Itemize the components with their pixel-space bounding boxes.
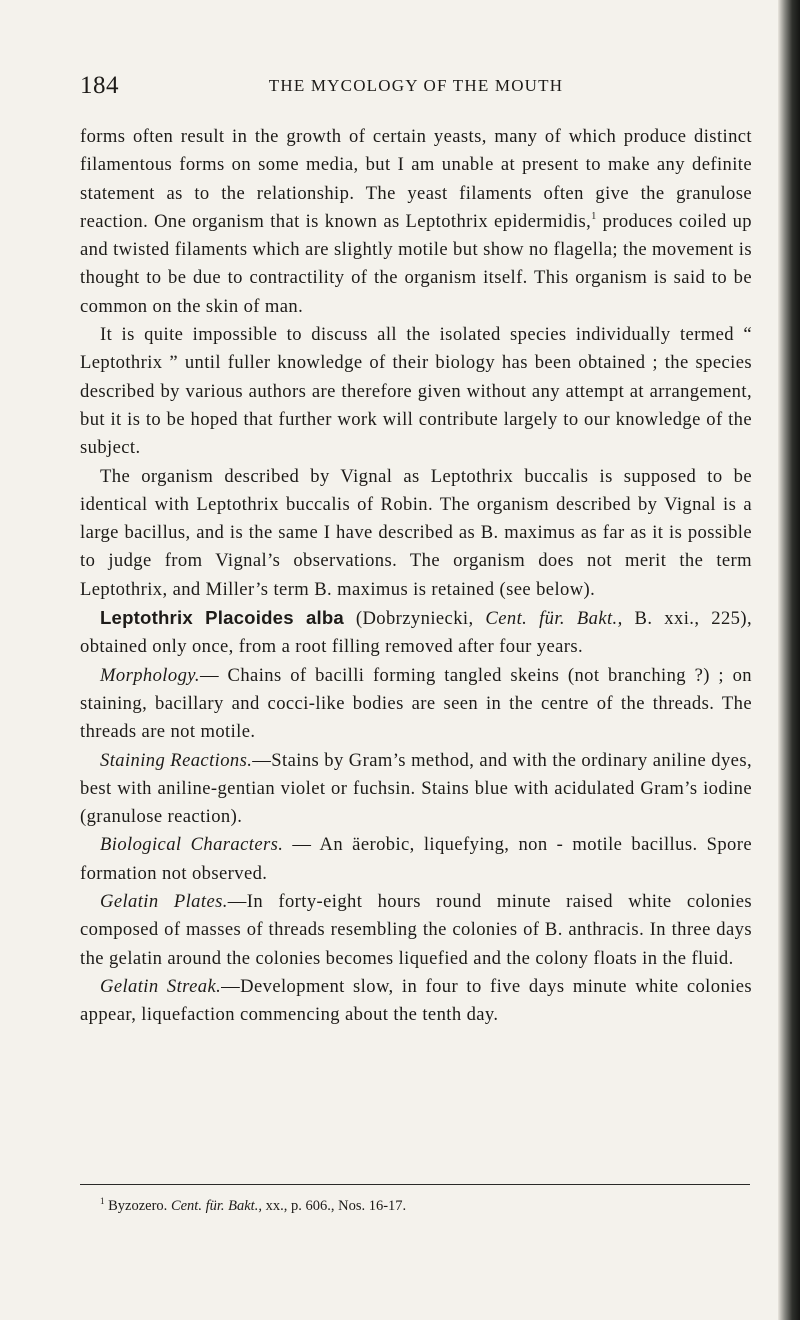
running-head: THE MYCOLOGY OF THE MOUTH [268, 76, 564, 95]
paragraph-gelatin-streak [80, 973, 752, 1030]
section-heading-gelatin-plates: Gelatin Plates. [100, 891, 228, 913]
footnote-details: xx., p. 606., Nos. 16-17. [261, 1198, 407, 1214]
section-heading-morphology: Morphology. [100, 664, 200, 686]
paragraph-vignal: The organism described by Vignal as Leptothrix buccalis is supposed to be identical with Leptothrix buccalis of Robin. The organism described by Vignal is a large bacillus, and is the same I have described as B. maximus as far as it is possible to judge from Vignal’s observations. The organism does not merit the term Leptothrix, and Miller’s term B. maximus is retained (see below). [80, 465, 752, 600]
footnote-journal: Cent. für. Bakt., [170, 1198, 262, 1214]
footnote [100, 1196, 740, 1216]
biological-text: — An äerobic, liquefying, non - motile bacillus. Spore formation not observed. [80, 834, 753, 884]
paragraph-text-continued: produces coiled up and twisted filaments which are slightly motile but show no flagella; the movement is thought to be due to contractility of the organism itself. This organism is said to be common on the skin of man. [80, 210, 752, 317]
page-edge-shadow [778, 0, 800, 1320]
section-heading-biological: Biological Characters. [100, 834, 284, 856]
paragraph-leptothrix-species: It is quite impossible to discuss all the isolated species individually termed “ Leptothrix ” until fuller knowledge of their biology has been obtained ; the species described by various authors are therefore given without any attempt at arrangement, but it is to be hoped that further work will contribute largely to our knowledge of the subject. [80, 324, 752, 459]
paragraph-morphology [80, 662, 752, 747]
paragraph-yeast-filaments [80, 123, 752, 321]
paragraph-gelatin-plates [80, 888, 752, 973]
gelatin-streak-text: —Development slow, in four to five days minute white colonies appear, liquefaction commencing about the tenth day. [80, 975, 752, 1026]
footnote-ref: 1 [591, 210, 597, 222]
body-text [80, 123, 752, 1030]
page-header [80, 72, 752, 102]
paragraph-text: forms often result in the growth of certain yeasts, many of which produce distinct filamentous forms on some media, but I am unable at present to make any definite statement as to the relationship. The yeast filaments often give the granulose reaction. One organism that is known as Leptothrix epidermidis, [80, 126, 752, 232]
morphology-text: — Chains of bacilli forming tangled skeins (not branching ?) ; on staining, bacillary and cocci-like bodies are seen in the centre of the threads. The threads are not motile. [80, 664, 752, 743]
section-heading-staining: Staining Reactions. [100, 749, 253, 771]
species-heading: Leptothrix Placoides alba [100, 607, 344, 629]
reference-text: (Dobrzyniecki, [343, 608, 486, 630]
footnote-divider [80, 1184, 750, 1185]
gelatin-plates-text: —In forty-eight hours round minute raised white colonies composed of masses of threads resembling the colonies of B. anthracis. In three days the gelatin around the colonies becomes liquefied and the colony floats in the fluid. [80, 891, 753, 969]
reference-text-continued: B. xxi., 225), obtained only once, from a root filling removed after four years. [80, 608, 753, 658]
paragraph-biological [80, 831, 752, 888]
section-heading-gelatin-streak: Gelatin Streak. [100, 975, 222, 997]
footnote-mark: 1 [100, 1196, 105, 1206]
paragraph-staining [80, 747, 752, 832]
paragraph-placoides-alba [80, 604, 752, 662]
footnote-author: Byzozero. [104, 1198, 171, 1214]
journal-title: Cent. für. Bakt., [485, 608, 623, 630]
page-number: 184 [80, 72, 119, 99]
staining-text: —Stains by Gram’s method, and with the ordinary aniline dyes, best with aniline-gentian violet or fuchsin. Stains blue with acidulated Gram’s iodine (granulose reaction). [80, 749, 753, 828]
